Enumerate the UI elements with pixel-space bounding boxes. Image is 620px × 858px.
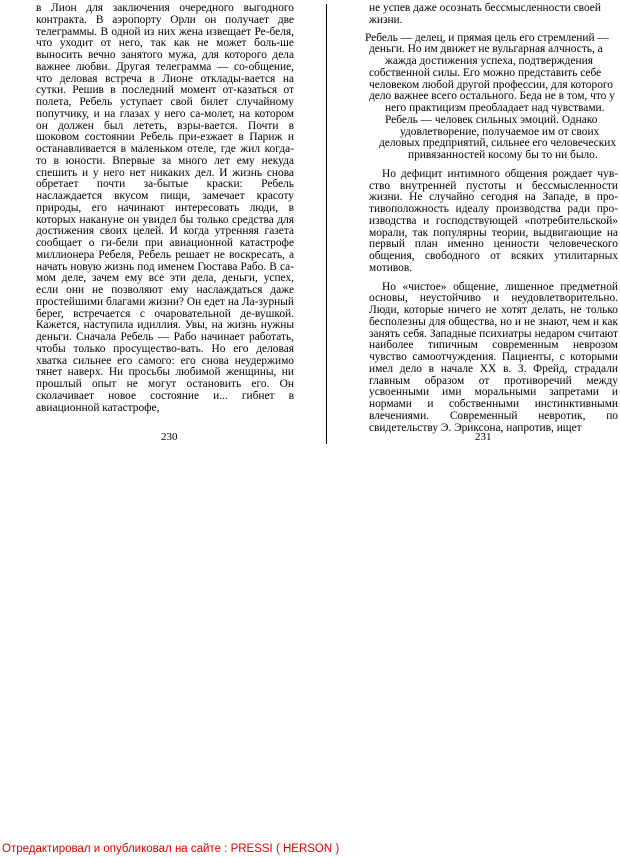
right-page-block — [358, 33, 618, 162]
text-line: дело важнее всего остального. Беда не в том, что у — [369, 90, 615, 103]
right-page-paragraph: Но дефицит интимного общения рождает чув-ство внутренней пустоты и бессмысленности жизни. Не случайно сегодня на Западе, в про-тивоположность идеалу производства ради про-изводства и господствующей «потребительской» морали, так популярны теории, выдвигающие на первый план именно ценности человеческого общения, свободного от всяких утилитарных мотивов. — [369, 167, 618, 274]
page-number-right: 231 — [475, 431, 492, 443]
text-line: деловых предприятий, сильнее его человеческих — [379, 137, 617, 150]
text-line: человеком любой другой профессии, для которого — [369, 78, 613, 91]
page-number-left: 230 — [161, 431, 178, 443]
text-line: жизни. — [369, 13, 403, 26]
text-line: жажда достижения успеха, подтверждения — [385, 55, 593, 67]
right-page-paragraph: Но «чистое» общение, лишенное предметной основы, неустойчиво и неудовлетворительно. Люди, которые ничего не хотят делать, не только бесполезны для общества, но и не знают, чем и как занять себя. Западные психиатры недаром считают наиболее типичным современным неврозом чувство самоотчуждения. Пациенты, с которыми имел дело в начале XX в. З. Фрейд, страдали главным образом от противоречий между усвоенными ими моральными запретами и нормами и собственными инстинктивными влечениями. Современный невротик, по свидетельству Э. Эриксона, напротив, ищет — [369, 280, 618, 434]
left-page-column — [36, 3, 294, 414]
publisher-footer-note: Отредактировал и опубликовал на сайте : PRESSI ( HERSON ) — [2, 843, 340, 855]
text-line: привязанностей косому бы то ни было. — [408, 149, 598, 161]
right-page-continuation — [358, 3, 618, 27]
left-page-paragraph: в Лион для заключения очередного выгодного контракта. В аэропорту Орли он получает две телеграммы. В одной из них жена извещает Ре-беля, что уходит от него, так как не может боль-ше выносить вечно занятого мужа, для которого дела важнее любви. Другая телеграмма — со-общение, что деловая встреча в Лионе отклады-вается на сутки. Решив в последний момент от-казаться от полета, Ребель уступает свой билет случайному попутчику, и на глазах у него са-молет, на котором он должен был лететь, взры-вается. Почти в шоковом состоянии Ребель при-езжает в Париж и останавливается в маленьком отеле, где жил когда-то в юности. Впервые за много лет ему некуда спешить и у него нет никаких дел. И жизнь снова обретает почти за-бытые краски: Ребель наслаждается вкусом пищи, замечает красоту природы, его начинают интересовать люди, в которых накануне он увидел бы только средства для достижения своих целей. И когда утренняя газета сообщает о ги-бели при авиационной катастрофе миллионера Ребеля, Ребель решает не воскресать, а начать новую жизнь под именем Гюстава Рабо. В са-мом деле, зачем ему все эти дела, деньги, успех, если они не позволяют ему наслаждаться даже простейшими благами жизни? Он едет на Ла-зурный берег, встречается с очаровательной де-вушкой. Кажется, наступила идиллия. Увы, на жизнь нужны деньги. Сначала Ребель — Рабо начинает работать, чтобы только просущество-вать. Но его деловая хватка сильнее его самого: его снова неудержимо тянет наверх. Ни просьбы любимой женщины, ни прошлый опыт не могут остановить его. Он сколачивает новое состояние и... гибнет в авиационной катастрофе, — [36, 2, 294, 414]
page-divider — [326, 4, 327, 444]
right-page-column — [358, 3, 618, 434]
text-line: Ребель — человек сильных эмоций. Однако — [385, 113, 598, 126]
text-line: него практицизм преобладает над чувствами. — [385, 102, 605, 114]
text-line: не успев даже осознать бессмысленности своей — [369, 2, 601, 14]
text-line: Ребель — делец, и прямая цель его стремлений — — [365, 31, 609, 44]
text-line: собственной силы. Его можно представить себе — [369, 66, 602, 79]
text-line: удовлетворение, получаемое им от своих — [400, 125, 600, 138]
text-line: деньги. Но им движет не вульгарная алчность, а — [369, 43, 603, 56]
